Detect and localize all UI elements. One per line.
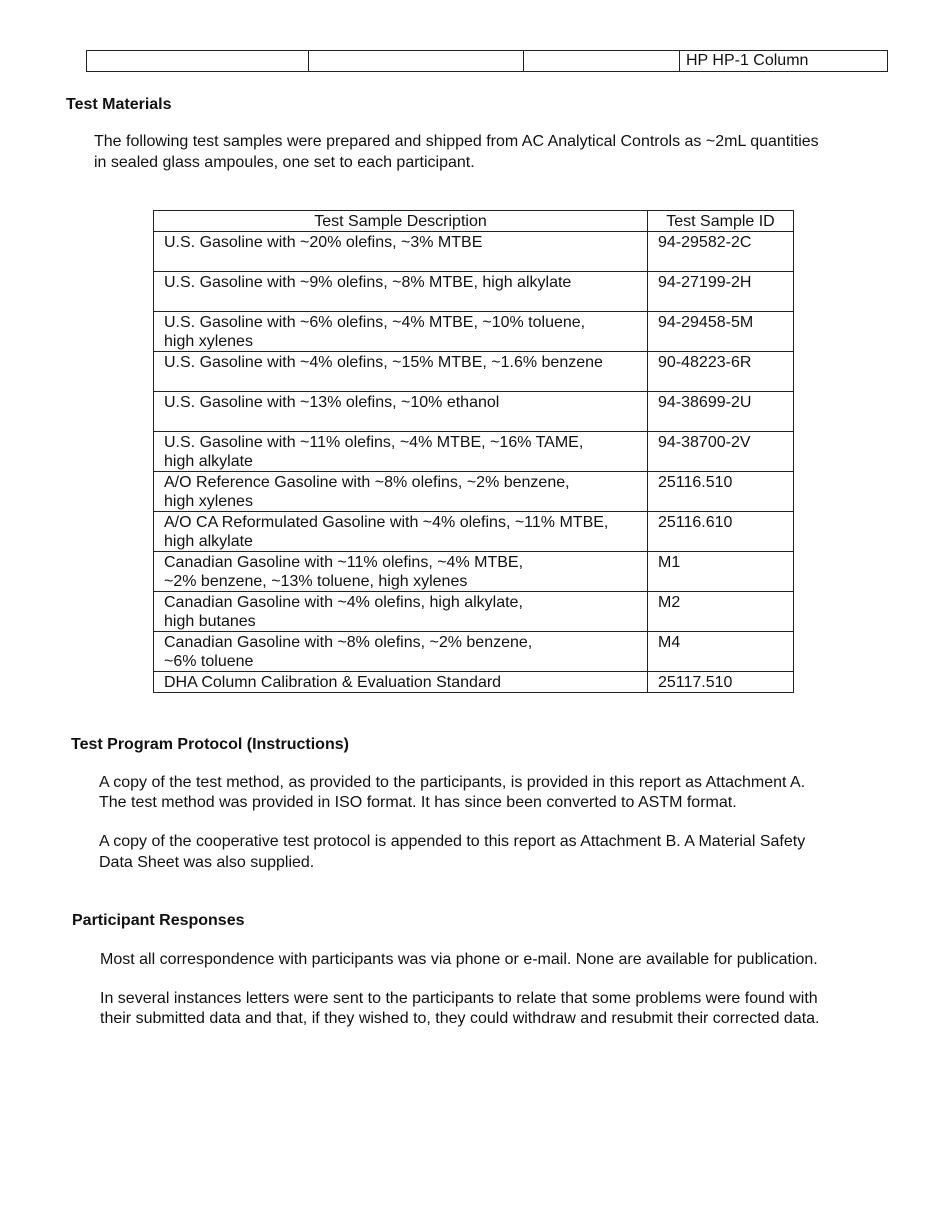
sample-description-line: DHA Column Calibration & Evaluation Standard <box>164 674 502 691</box>
sample-description-line: Canadian Gasoline with ~11% olefins, ~4% MTBE, <box>164 554 524 571</box>
sample-id-cell: 25117.510 <box>648 672 794 693</box>
table-row <box>154 472 794 512</box>
sample-description-line: Canadian Gasoline with ~8% olefins, ~2% benzene, <box>164 634 533 651</box>
sample-id-cell: 25116.610 <box>648 512 794 552</box>
column-header-sample-id: Test Sample ID <box>648 211 794 232</box>
equipment-table-fragment <box>86 50 888 72</box>
table-row <box>154 552 794 592</box>
sample-description-cell <box>154 472 648 512</box>
sample-description-line: A/O Reference Gasoline with ~8% olefins, ~2% benzene, <box>164 474 570 491</box>
table-header-row <box>154 211 794 232</box>
sample-description-line: high alkylate <box>164 453 253 470</box>
sample-id-cell: M4 <box>648 632 794 672</box>
test-materials-intro-line: The following test samples were prepared and shipped from AC Analytical Controls as ~2mL quantities <box>94 133 819 150</box>
sample-description-cell <box>154 312 648 352</box>
sample-id-cell: M1 <box>648 552 794 592</box>
sample-description-cell <box>154 592 648 632</box>
sample-description-line: U.S. Gasoline with ~6% olefins, ~4% MTBE, ~10% toluene, <box>164 314 586 331</box>
sample-description-line: high xylenes <box>164 493 253 510</box>
sample-description-cell <box>154 272 648 312</box>
test-materials-intro-line: in sealed glass ampoules, one set to each participant. <box>94 154 475 171</box>
sample-description-cell <box>154 552 648 592</box>
table-row <box>154 352 794 392</box>
sample-description-cell <box>154 512 648 552</box>
sample-id-cell: 94-38699-2U <box>648 392 794 432</box>
sample-id-cell: 90-48223-6R <box>648 352 794 392</box>
sample-id-cell: 25116.510 <box>648 472 794 512</box>
table-row <box>87 51 888 72</box>
table-row <box>154 272 794 312</box>
sample-description-cell <box>154 432 648 472</box>
protocol-paragraph-line: A copy of the cooperative test protocol is appended to this report as Attachment B. A Material Safety <box>99 833 806 850</box>
table-row <box>154 392 794 432</box>
responses-paragraph: Most all correspondence with participants was via phone or e-mail. None are available for publication. <box>100 951 818 968</box>
table-row <box>154 232 794 272</box>
responses-paragraph-line: In several instances letters were sent to the participants to relate that some problems were found with <box>100 990 818 1007</box>
sample-id-cell: 94-38700-2V <box>648 432 794 472</box>
protocol-paragraph-line: The test method was provided in ISO format. It has since been converted to ASTM format. <box>99 794 737 811</box>
sample-description-cell <box>154 392 648 432</box>
sample-description-line: U.S. Gasoline with ~4% olefins, ~15% MTBE, ~1.6% benzene <box>164 354 603 371</box>
sample-description-line: high butanes <box>164 613 256 630</box>
sample-description-line: ~6% toluene <box>164 653 254 670</box>
table-cell <box>309 51 524 72</box>
sample-description-line: U.S. Gasoline with ~13% olefins, ~10% ethanol <box>164 394 500 411</box>
sample-id-cell: M2 <box>648 592 794 632</box>
sample-description-line: high xylenes <box>164 333 253 350</box>
sample-id-cell: 94-27199-2H <box>648 272 794 312</box>
table-row <box>154 632 794 672</box>
sample-description-line: high alkylate <box>164 533 253 550</box>
column-header-description: Test Sample Description <box>154 211 648 232</box>
protocol-paragraph-line: A copy of the test method, as provided to the participants, is provided in this report as Attachment A. <box>99 774 806 791</box>
table-cell <box>87 51 309 72</box>
table-row <box>154 592 794 632</box>
sample-description-cell <box>154 672 648 693</box>
table-row <box>154 432 794 472</box>
sample-description-line: U.S. Gasoline with ~9% olefins, ~8% MTBE, high alkylate <box>164 274 572 291</box>
sample-description-line: Canadian Gasoline with ~4% olefins, high alkylate, <box>164 594 523 611</box>
table-row <box>154 672 794 693</box>
sample-description-line: U.S. Gasoline with ~20% olefins, ~3% MTBE <box>164 234 483 251</box>
test-samples-table <box>153 210 794 693</box>
table-cell: HP HP-1 Column <box>680 51 888 72</box>
table-row <box>154 512 794 552</box>
sample-description-line: ~2% benzene, ~13% toluene, high xylenes <box>164 573 468 590</box>
protocol-paragraph-line: Data Sheet was also supplied. <box>99 854 315 871</box>
sample-id-cell: 94-29458-5M <box>648 312 794 352</box>
sample-id-cell: 94-29582-2C <box>648 232 794 272</box>
participant-responses-heading: Participant Responses <box>72 912 245 929</box>
table-cell <box>524 51 680 72</box>
sample-description-line: U.S. Gasoline with ~11% olefins, ~4% MTBE, ~16% TAME, <box>164 434 584 451</box>
sample-description-cell <box>154 632 648 672</box>
sample-description-line: A/O CA Reformulated Gasoline with ~4% olefins, ~11% MTBE, <box>164 514 609 531</box>
test-materials-heading: Test Materials <box>66 96 172 113</box>
sample-description-cell <box>154 352 648 392</box>
responses-paragraph-line: their submitted data and that, if they wished to, they could withdraw and resubmit their corrected data. <box>100 1010 820 1027</box>
protocol-heading: Test Program Protocol (Instructions) <box>71 736 349 753</box>
table-row <box>154 312 794 352</box>
sample-description-cell <box>154 232 648 272</box>
